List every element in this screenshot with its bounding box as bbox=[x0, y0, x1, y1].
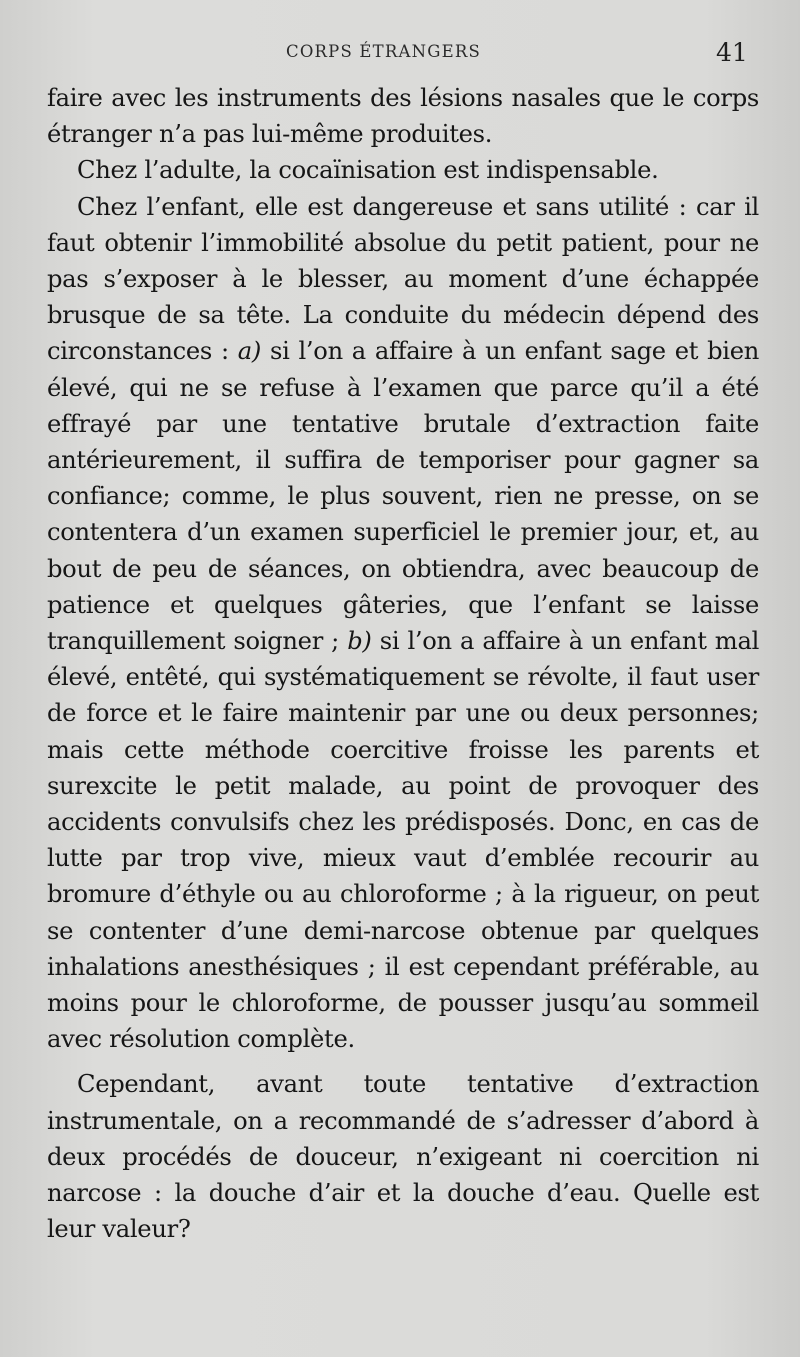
list-marker-b: b) bbox=[347, 627, 372, 656]
running-head bbox=[0, 38, 800, 68]
paragraph-child-part-1: Chez l’enfant, elle est dangereuse et sans utilité : car il faut obtenir l’immobilité absolue du petit patient, pour ne pas s’exposer à le blesser, au moment d’une échappée brusque de sa tête. La conduite du médecin dépend des circonstances : bbox=[47, 192, 759, 366]
paragraph-extraction: Cependant, avant toute tentative d’extraction instrumentale, on a recommandé de s’adresser d’abord à deux procédés de douceur, n’exigeant ni coercition ni narcose : la douche d’air et la douche d’eau. Quelle est leur valeur? bbox=[47, 1070, 759, 1244]
paragraph-child bbox=[47, 189, 759, 1058]
paragraph-child-part-2: si l’on a affaire à un enfant sage et bien élevé, qui ne se refuse à l’examen que parce qu’il a été effrayé par une tentative brutale d’extraction faite antérieurement, il suffira de temporiser pour gagner sa confiance; comme, le plus souvent, rien ne presse, on se contentera d’un examen superficiel le premier jour, et, au bout de peu de séances, on obtiendra, avec beaucoup de patience et quelques gâteries, que l’enfant se laisse tranquillement soigner ; bbox=[47, 337, 759, 656]
paragraph-child-part-3: si l’on a affaire à un enfant mal élevé, entêté, qui systématiquement se révolte, il faut user de force et le faire maintenir par une ou deux personnes; mais cette méthode coercitive froisse les parents et surexcite le petit malade, au point de provoquer des accidents convulsifs chez les prédisposés. Donc, en cas de lutte par trop vive, mieux vaut d’emblée recourir au bromure d’éthyle ou au chloroforme ; à la rigueur, on peut se contenter d’une demi-narcose obtenue par quelques inhalations anesthésiques ; il est cependant préférable, au moins pour le chloroforme, de pousser jusqu’au sommeil avec résolution complète. bbox=[47, 627, 760, 1054]
running-title: CORPS ÉTRANGERS bbox=[286, 42, 482, 61]
body-text bbox=[47, 80, 759, 1248]
list-marker-a: a) bbox=[237, 337, 262, 366]
paragraph-continuation: faire avec les instruments des lésions nasales que le corps étranger n’a pas lui-même produites. bbox=[47, 84, 759, 149]
paragraph-adult: Chez l’adulte, la cocaïnisation est indispensable. bbox=[77, 156, 659, 185]
page-number: 41 bbox=[716, 38, 748, 67]
